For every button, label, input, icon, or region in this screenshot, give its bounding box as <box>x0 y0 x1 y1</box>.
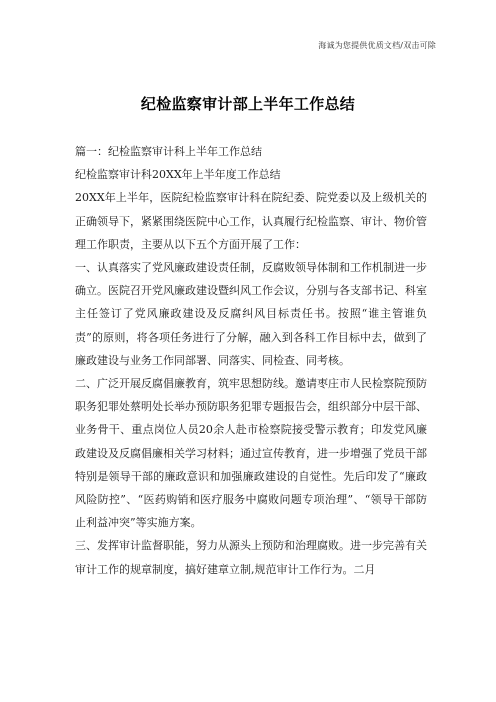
header-note: 海诚为您提供优质文档/双击可除 <box>318 41 436 50</box>
paragraph-subtitle: 纪检监察审计科20XX年上半年度工作总结 <box>75 168 281 182</box>
paragraph-point-3: 三、发挥审计监督职能，努力从源头上预防和治理腐败。进一步完善有关审计工作的规章制度，搞好建章立制,规范审计工作行为。二月 <box>75 539 427 576</box>
paragraph-point-1: 一、认真落实了党风廉政建设责任制，反腐败领导体制和工作机制进一步确立。医院召开党风廉政建设暨纠风工作会议，分别与各支部书记、科室主任签订了党风廉政建设及反腐纠风目标责任书。按照“谁主管谁负责”的原则，将各项任务进行了分解，融入到各科工作目标中去，做到了廉政建设与业务工作同部署、同落实、同检查、同考核。 <box>75 261 427 367</box>
document-title: 纪检监察审计部上半年工作总结 <box>140 95 356 113</box>
paragraph-intro: 20XX年上半年，医院纪检监察审计科在院纪委、院党委以及上级机关的正确领导下，紧紧围绕医院中心工作，认真履行纪检监察、审计、物价管理工作职责，主要从以下五个方面开展了工作： <box>75 191 427 251</box>
document-body <box>75 140 427 581</box>
paragraph-point-2: 二、广泛开展反腐倡廉教育，筑牢思想防线。邀请枣庄市人民检察院预防职务犯罪处蔡明处长举办预防职务犯罪专题报告会，组织部分中层干部、业务骨干、重点岗位人员20余人赴市检察院接受警示教育；印发党风廉政建设及反腐倡廉相关学习材料；通过宣传教育，进一步增强了党员干部特别是领导干部的廉政意识和加强廉政建设的自觉性。先后印发了“廉政风险防控”、“医药购销和医疗服务中腐败问题专项治理”、“领导干部防止利益冲突”等实施方案。 <box>75 377 427 530</box>
paragraph-section-heading: 篇一：纪检监察审计科上半年工作总结 <box>75 145 262 158</box>
